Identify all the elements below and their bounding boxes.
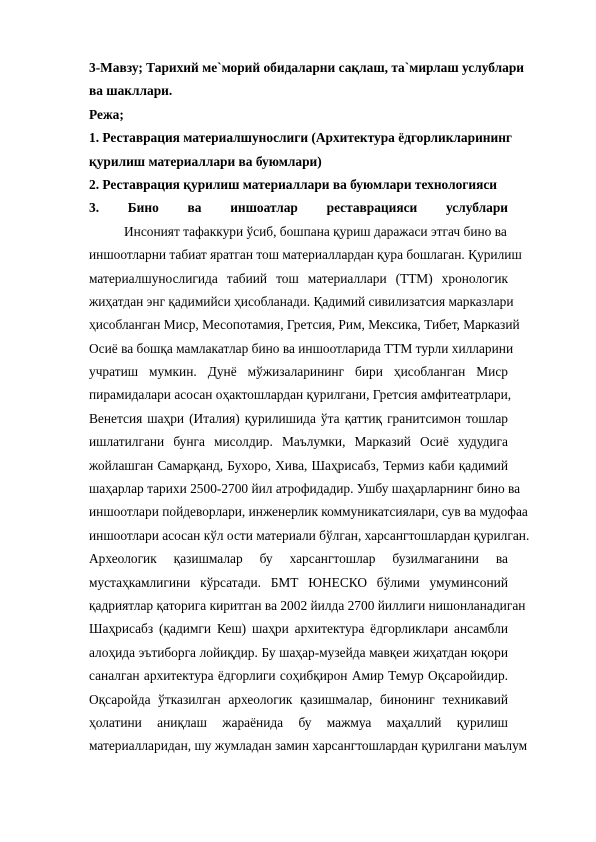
document-page xyxy=(89,56,530,758)
body-line: қадриятлар қаторига киритган ва 2002 йилда 2700 йиллиги нишонланадиган xyxy=(89,597,526,613)
body-line: ҳисобланган Миср, Месопотамия, Гретсия, Рим, Мексика, Тибет, Марказий xyxy=(89,317,520,333)
body-line: ҳолатини аниқлаш жараёнида бу мажмуа маҳаллий қурилиш xyxy=(89,714,508,730)
body-line: Оқсаройда ўтказилган археологик қазишмалар, бинонинг техникавий xyxy=(89,691,508,707)
body-line: алоҳида эътиборга лойиқдир. Бу шаҳар-музейда мавқеи жиҳатдан юқори xyxy=(89,644,508,660)
body-line: Археологик қазишмалар бу харсангтошлар бузилмаганини ва xyxy=(89,551,508,567)
plan-item-1-line-2: қурилиш материаллари ва буюмлари) xyxy=(89,153,322,169)
topic-title-line-2: ва шакллари. xyxy=(89,83,173,99)
topic-title-line-1: 3-Мавзу; Тарихий ме`морий обидаларни сақлаш, та`мирлаш услублари xyxy=(89,60,525,75)
body-line: иншоотлари асосан кўл ости материали бўлган, харсангтошлардан қурилган. xyxy=(89,527,530,543)
body-line: пирамидалари асосан оҳактошлардан қурилгани, Гретсия амфитеатрлари, xyxy=(89,387,512,403)
body-line: Шаҳрисабз (қадимги Кеш) шаҳри архитектура ёдгорликлари ансамбли xyxy=(89,621,508,637)
body-line: жойлашган Самарқанд, Бухоро, Хива, Шаҳрисабз, Термиз каби қадимий xyxy=(89,457,508,473)
body-line: саналган архитектура ёдгорлиги соҳибқирон Амир Темур Оқсаройидир. xyxy=(89,668,508,684)
body-line: Осиё ва бошқа мамлакатлар бино ва иншоотларида ТТМ турли хилларини xyxy=(89,340,514,356)
body-line: иншоотлари пойдеворлари, инженерлик коммуникатсиялари, сув ва мудофаа xyxy=(89,504,528,520)
body-line: ишлатилгани бунга мисолдир. Маълумки, Марказий Осиё худудига xyxy=(89,434,508,450)
body-line: учратиш мумкин. Дунё мўжизаларининг бири ҳисобланган Миср xyxy=(89,364,508,380)
body-line: материалшунослигида табиий тош материаллари (ТТМ) хронологик xyxy=(89,270,508,286)
body-line: мустаҳкамлигини кўрсатади. БМТ ЮНЕСКО бўлими умуминсоний xyxy=(89,574,508,590)
body-line: Инсоният тафаккури ўсиб, бошпана қуриш даражаси этгач бино ва xyxy=(124,223,507,239)
body-line: шаҳарлар тарихи 2500-2700 йил атрофидадир. Ушбу шаҳарларнинг бино ва xyxy=(89,481,521,497)
body-line: материалларидан, шу жумладан замин харсангтошлардан қурилгани маълум xyxy=(89,738,528,754)
plan-item-2: 2. Реставрация қурилиш материаллари ва буюмлари технологияси xyxy=(89,176,497,192)
body-line: иншоотларни табиат яратган тош материаллардан қура бошлаган. Қурилиш xyxy=(89,247,522,263)
plan-item-1-line-1: 1. Реставрация материалшунослиги (Архитектура ёдгорликларининг xyxy=(89,130,513,146)
body-line: жиҳатдан энг қадимийси ҳисобланади. Қадимий сивилизатсия марказлари xyxy=(89,293,514,309)
plan-label: Режа; xyxy=(89,106,124,122)
body-line: Венетсия шаҳри (Италия) қурилишида ўта қаттиқ гранитсимон тошлар xyxy=(89,410,508,426)
plan-item-3: 3. Бино ва иншоатлар реставрацияси услублари xyxy=(89,200,508,216)
